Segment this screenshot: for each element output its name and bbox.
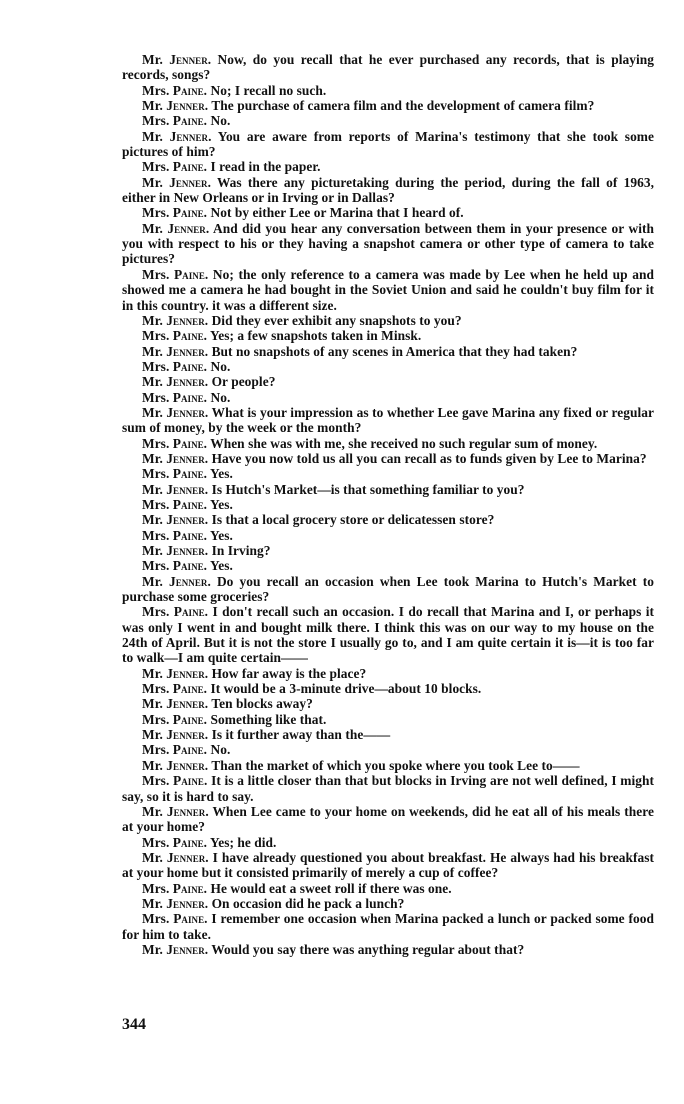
speaker-title: Mrs. <box>142 834 170 850</box>
testimony-paragraph <box>122 604 654 665</box>
statement-text: When she was with me, she received no such regular sum of money. <box>210 435 598 451</box>
speaker-title: Mr. <box>142 696 163 712</box>
testimony-paragraph <box>122 221 654 267</box>
statement-text: I remember one occasion when Marina packed a lunch or packed some food for him to take. <box>122 911 654 942</box>
speaker-title: Mr. <box>142 52 163 67</box>
speaker-title: Mr. <box>142 757 163 773</box>
statement-text: Than the market of which you spoke where you took Lee to—— <box>211 757 580 773</box>
speaker-title: Mr. <box>142 665 163 681</box>
testimony-paragraph <box>122 98 654 113</box>
testimony-paragraph <box>122 205 654 220</box>
statement-text: No. <box>210 742 231 758</box>
speaker-title: Mr. <box>142 803 163 819</box>
testimony-paragraph <box>122 911 654 942</box>
page-number: 344 <box>122 1016 146 1033</box>
statement-text: Something like that. <box>210 711 327 727</box>
testimony-paragraph <box>122 405 654 436</box>
speaker-name: Paine. <box>173 266 209 282</box>
testimony-paragraph <box>122 313 654 328</box>
testimony-paragraph <box>122 666 654 681</box>
speaker-name: Paine. <box>173 773 208 789</box>
speaker-title: Mr. <box>142 512 163 528</box>
speaker-title: Mrs. <box>142 159 170 175</box>
speaker-name: Paine. <box>172 880 208 896</box>
statement-text: Would you say there was anything regular about that? <box>211 941 525 957</box>
testimony-paragraph <box>122 129 654 160</box>
statement-text: Is it further away than the—— <box>211 727 391 743</box>
speaker-name: Jenner. <box>166 98 209 114</box>
testimony-paragraph <box>122 113 654 128</box>
speaker-name: Jenner. <box>166 727 209 743</box>
statement-text: Yes; a few snapshots taken in Minsk. <box>210 328 422 344</box>
testimony-paragraph <box>122 83 654 98</box>
statement-text: I read in the paper. <box>210 159 321 175</box>
statement-text: I have already questioned you about breakfast. He always had his breakfast at your home but it consisted primarily of merely a cup of coffee? <box>122 849 654 881</box>
testimony-paragraph <box>122 681 654 696</box>
statement-text: Do you recall an occasion when Lee took Marina to Hutch's Market to purchase some groceries? <box>122 573 654 605</box>
speaker-name: Paine. <box>172 558 208 574</box>
testimony-paragraph <box>122 758 654 773</box>
statement-text: Ten blocks away? <box>211 696 313 712</box>
testimony-paragraph <box>122 528 654 543</box>
speaker-name: Paine. <box>172 496 208 512</box>
testimony-paragraph <box>122 390 654 405</box>
speaker-name: Paine. <box>172 389 208 405</box>
speaker-title: Mr. <box>142 543 163 558</box>
speaker-name: Jenner. <box>169 52 212 67</box>
statement-text: Yes. <box>210 558 233 574</box>
statement-text: No. <box>210 358 231 374</box>
statement-text: No. <box>210 389 231 405</box>
speaker-title: Mr. <box>142 450 163 466</box>
statement-text: And did you hear any conversation between them in your presence or with you with respect to his or they having a snapshot camera or other type of camera to take pictures? <box>122 220 654 267</box>
statement-text: It would be a 3-minute drive—about 10 blocks. <box>210 681 482 697</box>
speaker-title: Mrs. <box>142 435 170 451</box>
speaker-title: Mr. <box>142 404 163 420</box>
speaker-name: Jenner. <box>166 374 209 390</box>
statement-text: Or people? <box>211 374 276 390</box>
statement-text: Yes. <box>210 466 233 482</box>
speaker-title: Mrs. <box>142 773 170 789</box>
speaker-name: Jenner. <box>166 849 209 865</box>
speaker-name: Paine. <box>172 681 208 697</box>
testimony-paragraph <box>122 942 654 957</box>
speaker-name: Paine. <box>172 466 208 482</box>
statement-text: Not by either Lee or Marina that I heard of. <box>210 205 464 221</box>
testimony-paragraph <box>122 558 654 573</box>
statement-text: He would eat a sweet roll if there was one. <box>210 880 452 896</box>
speaker-name: Paine. <box>172 159 208 175</box>
speaker-title: Mrs. <box>142 82 170 98</box>
speaker-name: Jenner. <box>166 481 209 497</box>
speaker-title: Mrs. <box>142 527 170 543</box>
speaker-title: Mr. <box>142 312 163 328</box>
speaker-title: Mr. <box>142 573 163 589</box>
speaker-title: Mr. <box>142 481 163 497</box>
speaker-name: Jenner. <box>166 543 209 558</box>
speaker-title: Mrs. <box>142 205 170 221</box>
testimony-paragraph <box>122 543 654 558</box>
statement-text: In Irving? <box>211 543 271 558</box>
speaker-name: Paine. <box>172 834 208 850</box>
speaker-title: Mr. <box>142 374 163 390</box>
speaker-name: Paine. <box>173 604 209 620</box>
speaker-title: Mrs. <box>142 880 170 896</box>
testimony-paragraph <box>122 712 654 727</box>
statement-text: No; the only reference to a camera was made by Lee when he held up and showed me a camera he had bought in the Soviet Union and said he couldn't buy film for it in this country. it was a different size. <box>122 266 654 313</box>
speaker-title: Mr. <box>142 343 163 359</box>
speaker-title: Mrs. <box>142 604 170 620</box>
testimony-paragraph <box>122 804 654 835</box>
speaker-name: Jenner. <box>169 174 211 190</box>
statement-text: How far away is the place? <box>211 665 367 681</box>
speaker-name: Jenner. <box>168 573 211 589</box>
speaker-title: Mrs. <box>142 358 170 374</box>
speaker-name: Jenner. <box>169 128 212 144</box>
speaker-name: Jenner. <box>166 343 209 359</box>
testimony-paragraph <box>122 344 654 359</box>
testimony-paragraph <box>122 497 654 512</box>
speaker-name: Jenner. <box>166 803 209 819</box>
statement-text: No. <box>210 113 231 129</box>
speaker-title: Mrs. <box>142 496 170 512</box>
speaker-name: Jenner. <box>166 512 209 528</box>
testimony-paragraph <box>122 773 654 804</box>
speaker-name: Paine. <box>172 82 208 98</box>
testimony-paragraph <box>122 436 654 451</box>
speaker-title: Mrs. <box>142 389 170 405</box>
testimony-paragraph <box>122 482 654 497</box>
statement-text: Is that a local grocery store or delicatessen store? <box>211 512 495 528</box>
testimony-paragraph <box>122 512 654 527</box>
statement-text: Now, do you recall that he ever purchased any records, that is playing records, songs? <box>122 52 654 83</box>
statement-text: I don't recall such an occasion. I do recall that Marina and I, or perhaps it was only I went in and bought milk there. I think this was on our way to my house on the 24th of April. But it is not the store I usually go to, and I am quite certain it is—it is too far to walk—I am quite certain—— <box>122 604 654 666</box>
speaker-title: Mrs. <box>142 328 170 344</box>
speaker-title: Mrs. <box>142 266 170 282</box>
speaker-title: Mrs. <box>142 558 170 574</box>
testimony-paragraph <box>122 881 654 896</box>
speaker-name: Paine. <box>172 328 208 344</box>
speaker-title: Mrs. <box>142 742 170 758</box>
statement-text: Yes. <box>210 527 233 543</box>
speaker-name: Paine. <box>172 742 208 758</box>
testimony-paragraph <box>122 175 654 206</box>
speaker-name: Jenner. <box>166 696 209 712</box>
speaker-title: Mr. <box>142 174 163 190</box>
testimony-paragraph <box>122 574 654 605</box>
testimony-paragraph <box>122 850 654 881</box>
statement-text: Have you now told us all you can recall as to funds given by Lee to Marina? <box>211 450 647 466</box>
statement-text: Yes. <box>210 496 233 512</box>
testimony-paragraph <box>122 696 654 711</box>
speaker-name: Jenner. <box>166 941 209 957</box>
speaker-name: Jenner. <box>166 895 209 911</box>
speaker-title: Mr. <box>142 941 163 957</box>
testimony-paragraph <box>122 742 654 757</box>
speaker-name: Paine. <box>172 711 208 727</box>
speaker-title: Mr. <box>142 128 163 144</box>
statement-text: But no snapshots of any scenes in America that they had taken? <box>211 343 578 359</box>
speaker-title: Mr. <box>142 849 163 865</box>
speaker-name: Jenner. <box>166 757 209 773</box>
speaker-name: Jenner. <box>166 404 209 420</box>
statement-text: It is a little closer than that but blocks in Irving are not well defined, I might say, so it is hard to say. <box>122 773 654 804</box>
speaker-name: Jenner. <box>167 220 210 236</box>
speaker-name: Paine. <box>172 527 208 543</box>
testimony-paragraph <box>122 451 654 466</box>
speaker-name: Paine. <box>172 205 208 221</box>
testimony-paragraph <box>122 374 654 389</box>
testimony-paragraph <box>122 52 654 83</box>
speaker-title: Mr. <box>142 220 163 236</box>
speaker-name: Jenner. <box>166 665 209 681</box>
transcript-body <box>122 52 654 957</box>
speaker-title: Mr. <box>142 895 163 911</box>
testimony-paragraph <box>122 328 654 343</box>
testimony-paragraph <box>122 466 654 481</box>
statement-text: Yes; he did. <box>210 834 277 850</box>
testimony-paragraph <box>122 267 654 313</box>
speaker-name: Paine. <box>172 435 208 451</box>
speaker-title: Mr. <box>142 98 163 114</box>
speaker-title: Mrs. <box>142 681 170 697</box>
statement-text: The purchase of camera film and the development of camera film? <box>211 98 595 114</box>
statement-text: Was there any picturetaking during the period, during the fall of 1963, either in New Orleans or in Irving or in Dallas? <box>122 174 654 206</box>
speaker-title: Mrs. <box>142 466 170 482</box>
testimony-paragraph <box>122 835 654 850</box>
statement-text: When Lee came to your home on weekends, did he eat all of his meals there at your home? <box>122 803 654 835</box>
speaker-name: Paine. <box>173 911 208 927</box>
testimony-paragraph <box>122 359 654 374</box>
speaker-title: Mr. <box>142 727 163 743</box>
statement-text: You are aware from reports of Marina's testimony that she took some pictures of him? <box>122 128 655 160</box>
speaker-title: Mrs. <box>142 911 170 927</box>
statement-text: Did they ever exhibit any snapshots to you? <box>211 312 462 328</box>
speaker-title: Mrs. <box>142 711 170 727</box>
speaker-title: Mrs. <box>142 113 170 129</box>
statement-text: No; I recall no such. <box>210 82 327 98</box>
speaker-name: Jenner. <box>166 312 209 328</box>
statement-text: On occasion did he pack a lunch? <box>211 895 405 911</box>
statement-text: What is your impression as to whether Lee gave Marina any fixed or regular sum of money, by the week or the month? <box>122 404 654 436</box>
testimony-paragraph <box>122 159 654 174</box>
speaker-name: Jenner. <box>166 450 209 466</box>
testimony-paragraph <box>122 896 654 911</box>
speaker-name: Paine. <box>172 358 208 374</box>
speaker-name: Paine. <box>172 113 208 129</box>
testimony-paragraph <box>122 727 654 742</box>
statement-text: Is Hutch's Market—is that something familiar to you? <box>211 481 525 497</box>
